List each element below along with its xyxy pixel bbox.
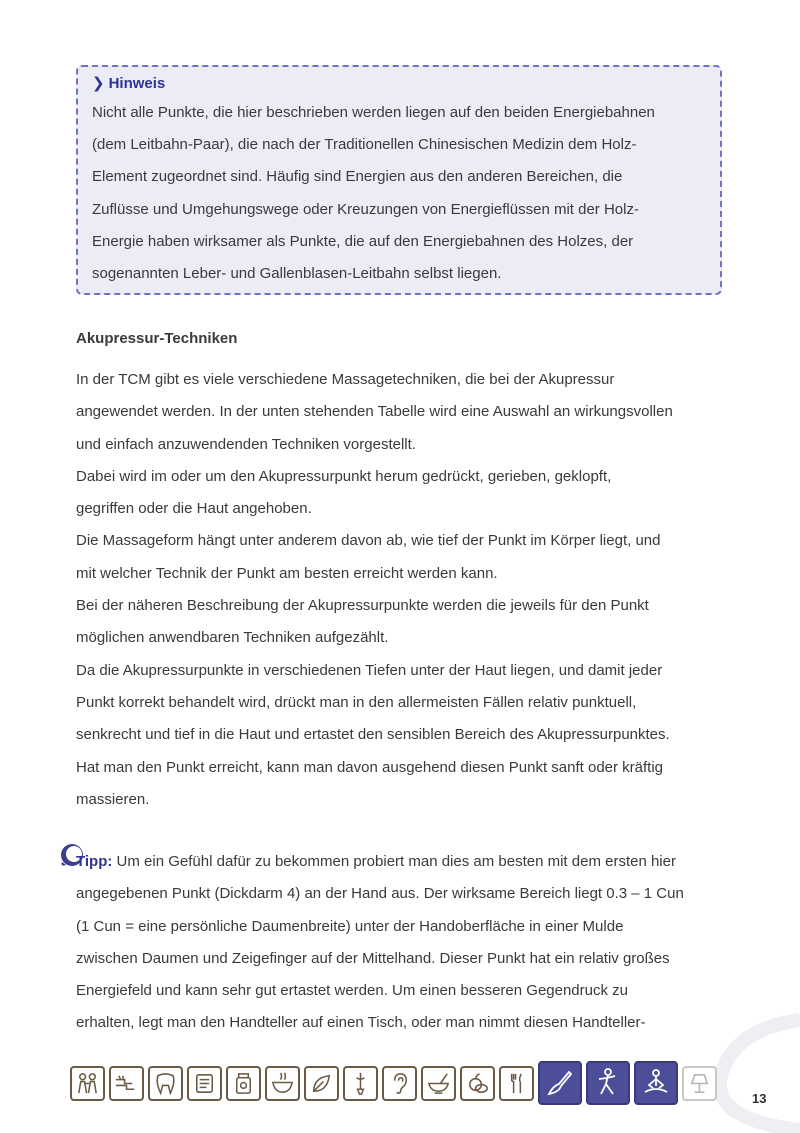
- note-box: [76, 65, 722, 295]
- body-line: Hat man den Punkt erreicht, kann man davon ausgehend diesen Punkt sanft oder kräftig: [76, 758, 664, 776]
- tip-line: zwischen Daumen und Zeigefinger auf der Mittelhand. Dieser Punkt hat ein relativ großes: [76, 949, 670, 967]
- cutlery-icon: [499, 1066, 534, 1101]
- body-line: senkrecht und tief in die Haut und ertastet den sensiblen Bereich des Akupressurpunktes.: [76, 726, 670, 744]
- body-line: Dabei wird im oder um den Akupressurpunkt herum gedrückt, gerieben, geklopft,: [76, 467, 612, 485]
- note-title: [92, 73, 706, 95]
- body-line: Punkt korrekt behandelt wird, drückt man in den allermeisten Fällen relativ punktuell,: [76, 693, 637, 711]
- note-line: sogenannten Leber- und Gallenblasen-Leitbahn selbst liegen.: [92, 265, 502, 283]
- fruit-icon: [460, 1066, 495, 1101]
- tip-line: (1 Cun = eine persönliche Daumenbreite) unter der Handoberfläche in einer Mulde: [76, 917, 624, 935]
- body-line: gegriffen oder die Haut angehoben.: [76, 500, 312, 518]
- body-line: angewendet werden. In der unten stehenden Tabelle wird eine Auswahl an wirkungsvollen: [76, 403, 673, 421]
- note-text: [92, 97, 706, 290]
- body-line: massieren.: [76, 790, 150, 808]
- footer-icon-row: [70, 1066, 717, 1106]
- tai-chi-icon: [586, 1061, 630, 1105]
- page-number: 13: [752, 1091, 767, 1106]
- body-text: [76, 364, 736, 816]
- body-line: mit welcher Technik der Punkt am besten erreicht werden kann.: [76, 564, 498, 582]
- body-line: möglichen anwendbaren Techniken aufgezählt.: [76, 629, 389, 647]
- note-line: (dem Leitbahn-Paar), die nach der Traditionellen Chinesischen Medizin dem Holz-: [92, 136, 637, 154]
- hands-icon: [109, 1066, 144, 1101]
- chevron-right-icon: ❯: [92, 75, 105, 92]
- tip-line: angegebenen Punkt (Dickdarm 4) an der Hand aus. Der wirksame Bereich liegt 0.3 – 1 Cun: [76, 885, 684, 903]
- body-line: Bei der näheren Beschreibung der Akupressurpunkte werden die jeweils für den Punkt: [76, 597, 649, 615]
- ear-icon: [382, 1066, 417, 1101]
- note-title-label: Hinweis: [108, 75, 166, 92]
- jar-icon: [226, 1066, 261, 1101]
- acupuncture-icon: [343, 1066, 378, 1101]
- meditation-icon: [634, 1061, 678, 1105]
- brush-icon: [538, 1061, 582, 1105]
- tip-text: [76, 846, 756, 1040]
- scroll-icon: [187, 1066, 222, 1101]
- mortar-icon: [421, 1066, 456, 1101]
- lamp-icon: [682, 1066, 717, 1101]
- note-line: Zuflüsse und Umgehungswege oder Kreuzungen von Energieflüssen mit der Holz-: [92, 200, 639, 218]
- tip-label: Tipp:: [76, 853, 113, 870]
- body-line: Da die Akupressurpunkte in verschiedenen Tiefen unter der Haut liegen, und damit jeder: [76, 661, 663, 679]
- note-line: Energie haben wirksamer als Punkte, die auf den Energiebahnen des Holzes, der: [92, 232, 634, 250]
- section-heading: Akupressur-Techniken: [76, 330, 238, 347]
- tooth-icon: [148, 1066, 183, 1101]
- tip-line: [76, 846, 756, 878]
- tip-first-line: Um ein Gefühl dafür zu bekommen probiert man dies am besten mit dem ersten hier: [112, 853, 676, 870]
- note-line: Nicht alle Punkte, die hier beschrieben werden liegen auf den beiden Energiebahnen: [92, 104, 655, 121]
- tip-line: Energiefeld und kann sehr gut ertastet werden. Um einen besseren Gegendruck zu: [76, 982, 628, 1000]
- bowl-icon: [265, 1066, 300, 1101]
- note-line: Element zugeordnet sind. Häufig sind Energien aus den anderen Bereichen, die: [92, 168, 623, 186]
- leaf-icon: [304, 1066, 339, 1101]
- body-line: Die Massageform hängt unter anderem davon ab, wie tief der Punkt im Körper liegt, und: [76, 532, 661, 550]
- body-line: In der TCM gibt es viele verschiedene Massagetechniken, die bei der Akupressur: [76, 371, 615, 388]
- body-line: und einfach anzuwendenden Techniken vorgestellt.: [76, 435, 416, 453]
- tip-line: erhalten, legt man den Handteller auf einen Tisch, oder man nimmt diesen Handteller-: [76, 1014, 646, 1032]
- couple-icon: [70, 1066, 105, 1101]
